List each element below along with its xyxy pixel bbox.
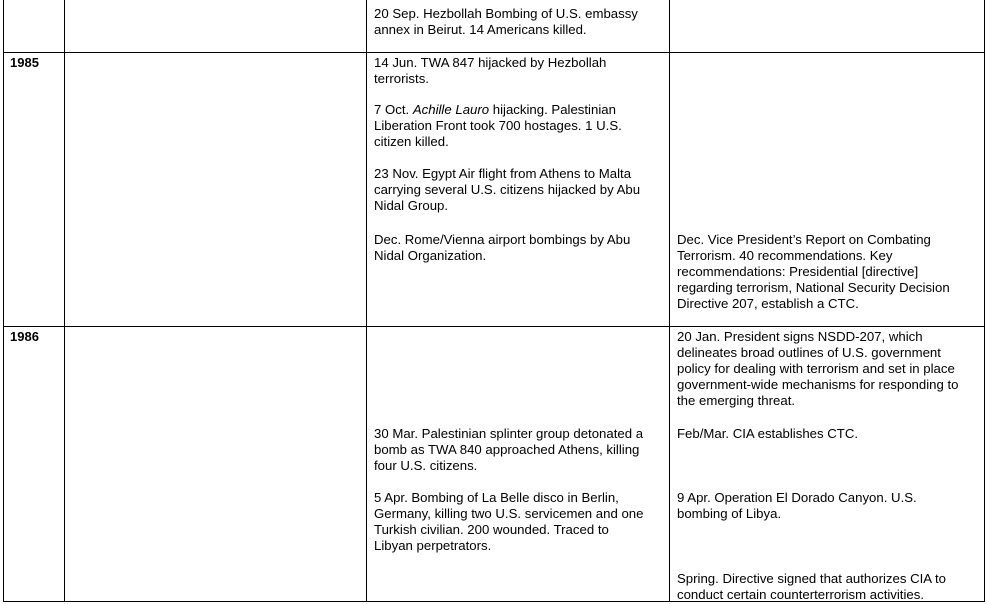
event-line: 23 Nov. Egypt Air flight from Athens to Malta: [374, 166, 632, 181]
event-entry: [374, 490, 643, 554]
event-line: Libyan perpetrators.: [374, 538, 492, 554]
response-line: recommendations: Presidential [directive]: [677, 264, 919, 280]
event-text: hijacking. Palestinian: [489, 102, 616, 117]
event-line: terrorists.: [374, 71, 429, 87]
event-line: Turkish civilian. 200 wounded. Traced to: [374, 522, 609, 538]
column-divider-3: [669, 0, 670, 602]
response-line: Directive 207, establish a CTC.: [677, 296, 859, 312]
response-entry: [677, 232, 950, 312]
response-entry: [677, 329, 958, 409]
response-line: Terrorism. 40 recommendations. Key: [677, 248, 893, 264]
row-divider-1985: [3, 52, 985, 53]
column-divider-2: [366, 0, 367, 602]
response-line: delineates broad outlines of U.S. government: [677, 345, 941, 361]
response-line: bombing of Libya.: [677, 506, 782, 522]
event-entry: [374, 166, 640, 214]
table-border-left: [3, 0, 4, 602]
event-entry: [374, 232, 630, 264]
response-line: Dec. Vice President’s Report on Combating: [677, 232, 931, 247]
response-entry: [677, 426, 858, 442]
event-line: Nidal Group.: [374, 198, 449, 214]
event-text: 7 Oct.: [374, 102, 413, 117]
response-line: government-wide mechanisms for responding to: [677, 377, 959, 393]
event-line: Germany, killing two U.S. servicemen and one: [374, 506, 644, 522]
response-line: 9 Apr. Operation El Dorado Canyon. U.S.: [677, 490, 917, 505]
event-line: 20 Sep. Hezbollah Bombing of U.S. embassy: [374, 6, 638, 21]
event-line: carrying several U.S. citizens hijacked by Abu: [374, 182, 641, 198]
response-line: Feb/Mar. CIA establishes CTC.: [677, 426, 859, 441]
event-line: Liberation Front took 700 hostages. 1 U.S.: [374, 118, 622, 134]
response-line: conduct certain counterterrorism activities.: [677, 587, 924, 603]
event-line: bomb as TWA 840 approached Athens, killing: [374, 442, 640, 458]
event-entry: [374, 6, 638, 38]
response-line: regarding terrorism, National Security Decision: [677, 280, 950, 296]
event-entry: [374, 102, 622, 150]
event-line: annex in Beirut. 14 Americans killed.: [374, 22, 587, 38]
event-entry: [374, 426, 643, 474]
event-line: Dec. Rome/Vienna airport bombings by Abu: [374, 232, 631, 247]
year-label: 1985: [10, 55, 39, 70]
event-entry: [374, 55, 606, 87]
event-line: 14 Jun. TWA 847 hijacked by Hezbollah: [374, 55, 607, 70]
event-line: 5 Apr. Bombing of La Belle disco in Berlin,: [374, 490, 619, 505]
ship-name: Achille Lauro: [412, 102, 490, 117]
event-line: [374, 102, 622, 118]
response-line: Spring. Directive signed that authorizes CIA to: [677, 571, 947, 586]
column-divider-1: [64, 0, 65, 602]
event-line: citizen killed.: [374, 134, 449, 150]
row-divider-1986: [3, 326, 985, 327]
response-line: 20 Jan. President signs NSDD-207, which: [677, 329, 923, 344]
response-entry: [677, 490, 917, 522]
table-border-right: [984, 0, 985, 602]
event-line: four U.S. citizens.: [374, 458, 478, 474]
response-entry: [677, 571, 946, 603]
event-line: Nidal Organization.: [374, 248, 487, 264]
year-label: 1986: [10, 329, 39, 344]
response-line: policy for dealing with terrorism and set in place: [677, 361, 955, 377]
response-line: the emerging threat.: [677, 393, 796, 409]
event-line: 30 Mar. Palestinian splinter group detonated a: [374, 426, 644, 441]
